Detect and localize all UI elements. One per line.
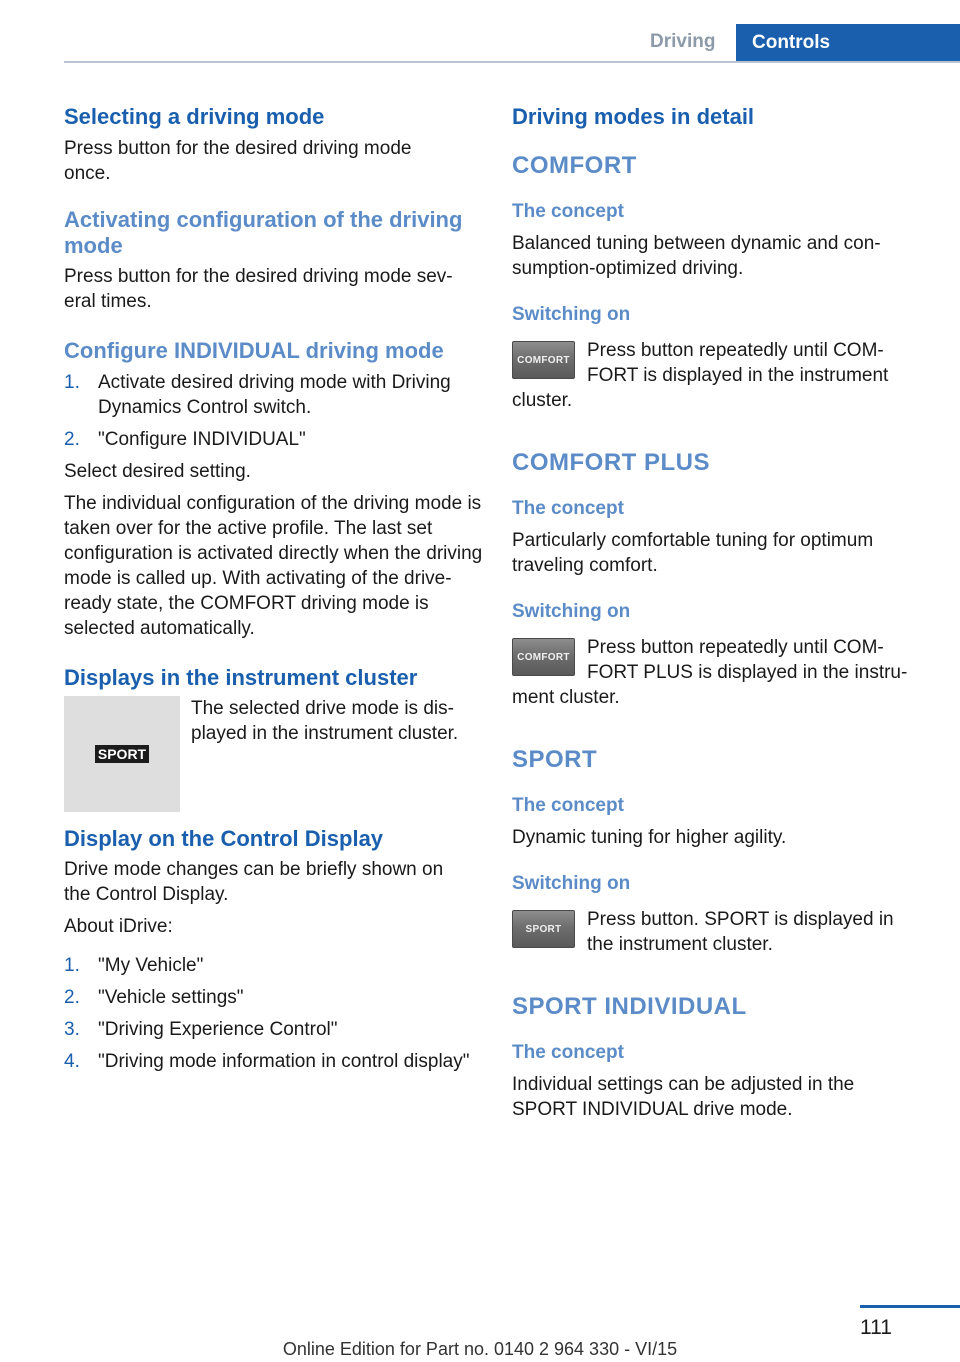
comfort-switch-line-2: FORT is displayed in the instrument [587, 365, 889, 386]
sport-individual-concept-text: Individual settings can be adjusted in the SPORT INDIVIDUAL drive mode. [512, 1074, 855, 1120]
list-text: "Driving Experience Control" [98, 1019, 338, 1040]
configure-title: Configure INDIVIDUAL driving mode [64, 338, 444, 363]
comfort-button-label: COMFORT [517, 354, 570, 366]
comfort-plus-switch-line-3: ment cluster. [512, 687, 620, 708]
list-text: "My Vehicle" [98, 955, 204, 976]
list-item [64, 427, 484, 452]
comfort-plus-switch-block [512, 635, 932, 710]
list-text: "Configure INDIVIDUAL" [98, 429, 306, 450]
control-display-text: Drive mode changes can be briefly shown on the Control Display. [64, 859, 444, 905]
list-text: "Driving mode information in control display" [98, 1051, 470, 1072]
displays-title: Displays in the instrument cluster [64, 665, 418, 690]
comfort-plus-concept-label: The concept [512, 498, 624, 519]
comfort-concept-label: The concept [512, 201, 624, 222]
sport-switch-block [512, 907, 932, 957]
sport-switching-label: Switching on [512, 873, 631, 894]
selecting-text: Press button for the desired driving mode once. [64, 138, 412, 184]
page-number: 111 [860, 1316, 892, 1339]
modes-detail-title: Driving modes in detail [512, 104, 755, 129]
selecting-title: Selecting a driving mode [64, 104, 325, 129]
list-number: 2. [64, 987, 80, 1008]
activating-text: Press button for the desired driving mode sev-eral times. [64, 266, 453, 312]
displays-text: The selected drive mode is dis-played in the instrument cluster. [191, 698, 459, 744]
list-number: 3. [64, 1019, 80, 1040]
list-item [64, 985, 484, 1010]
right-column [512, 100, 932, 1122]
comfort-plus-switch-line-2: FORT PLUS is displayed in the instru- [587, 662, 908, 683]
comfort-plus-switch-line-1: Press button repeatedly until COM- [587, 637, 884, 658]
footer-rule [860, 1305, 960, 1308]
comfort-title: COMFORT [512, 152, 637, 179]
list-number: 1. [64, 955, 80, 976]
list-item [64, 953, 484, 978]
control-display-title: Display on the Control Display [64, 826, 384, 851]
sport-switch-line-1: Press button. SPORT is displayed in [587, 909, 894, 930]
configure-steps [64, 370, 484, 452]
comfort-switching-label: Switching on [512, 304, 631, 325]
comfort-plus-concept-text: Particularly comfortable tuning for optimum traveling comfort. [512, 530, 874, 576]
cluster-sport-label: SPORT [95, 745, 149, 763]
sport-button-label: SPORT [525, 923, 562, 935]
comfort-plus-title: COMFORT PLUS [512, 449, 710, 476]
sport-individual-concept-label: The concept [512, 1042, 624, 1063]
list-number: 1. [64, 372, 80, 393]
header-rule [64, 61, 960, 63]
list-text: Activate desired driving mode with Driving Dynamics Control switch. [98, 372, 451, 418]
comfort-switch-line-3: cluster. [512, 390, 573, 411]
list-item [64, 1017, 484, 1042]
list-number: 4. [64, 1051, 80, 1072]
list-item [64, 1049, 484, 1074]
cluster-figure-block [64, 696, 484, 818]
sport-concept-text: Dynamic tuning for higher agility. [512, 827, 787, 848]
header-section-label: Driving [650, 31, 716, 52]
list-item [64, 370, 484, 420]
select-setting-text: Select desired setting. [64, 461, 251, 482]
sport-individual-title: SPORT INDIVIDUAL [512, 993, 747, 1020]
header-chapter-tab: Controls [736, 24, 960, 62]
comfort-switch-block [512, 338, 932, 413]
list-number: 2. [64, 429, 80, 450]
comfort-plus-button-label: COMFORT [517, 651, 570, 663]
sport-concept-label: The concept [512, 795, 624, 816]
instrument-cluster-image [64, 696, 180, 812]
idrive-steps [64, 953, 484, 1074]
list-text: "Vehicle settings" [98, 987, 244, 1008]
sport-switch-line-2: the instrument cluster. [587, 934, 773, 955]
idrive-text: About iDrive: [64, 916, 173, 937]
individual-text: The individual configuration of the driving mode is taken over for the active profile. The last set configuration is activated directly when the driving mode is called up. With activating of the drive-ready state, the COMFORT driving mode is selected automatically. [64, 493, 483, 639]
comfort-button-image [512, 341, 575, 379]
comfort-switch-line-1: Press button repeatedly until COM- [587, 340, 884, 361]
comfort-concept-text: Balanced tuning between dynamic and con-sumption-optimized driving. [512, 233, 881, 279]
activating-title: Activating configuration of the driving mode [64, 207, 463, 258]
edition-footer: Online Edition for Part no. 0140 2 964 330 - VI/15 [282, 1339, 678, 1359]
left-column [64, 100, 484, 1074]
comfort-plus-switching-label: Switching on [512, 601, 631, 622]
comfort-plus-button-image [512, 638, 575, 676]
sport-button-image [512, 910, 575, 948]
sport-title: SPORT [512, 746, 598, 773]
